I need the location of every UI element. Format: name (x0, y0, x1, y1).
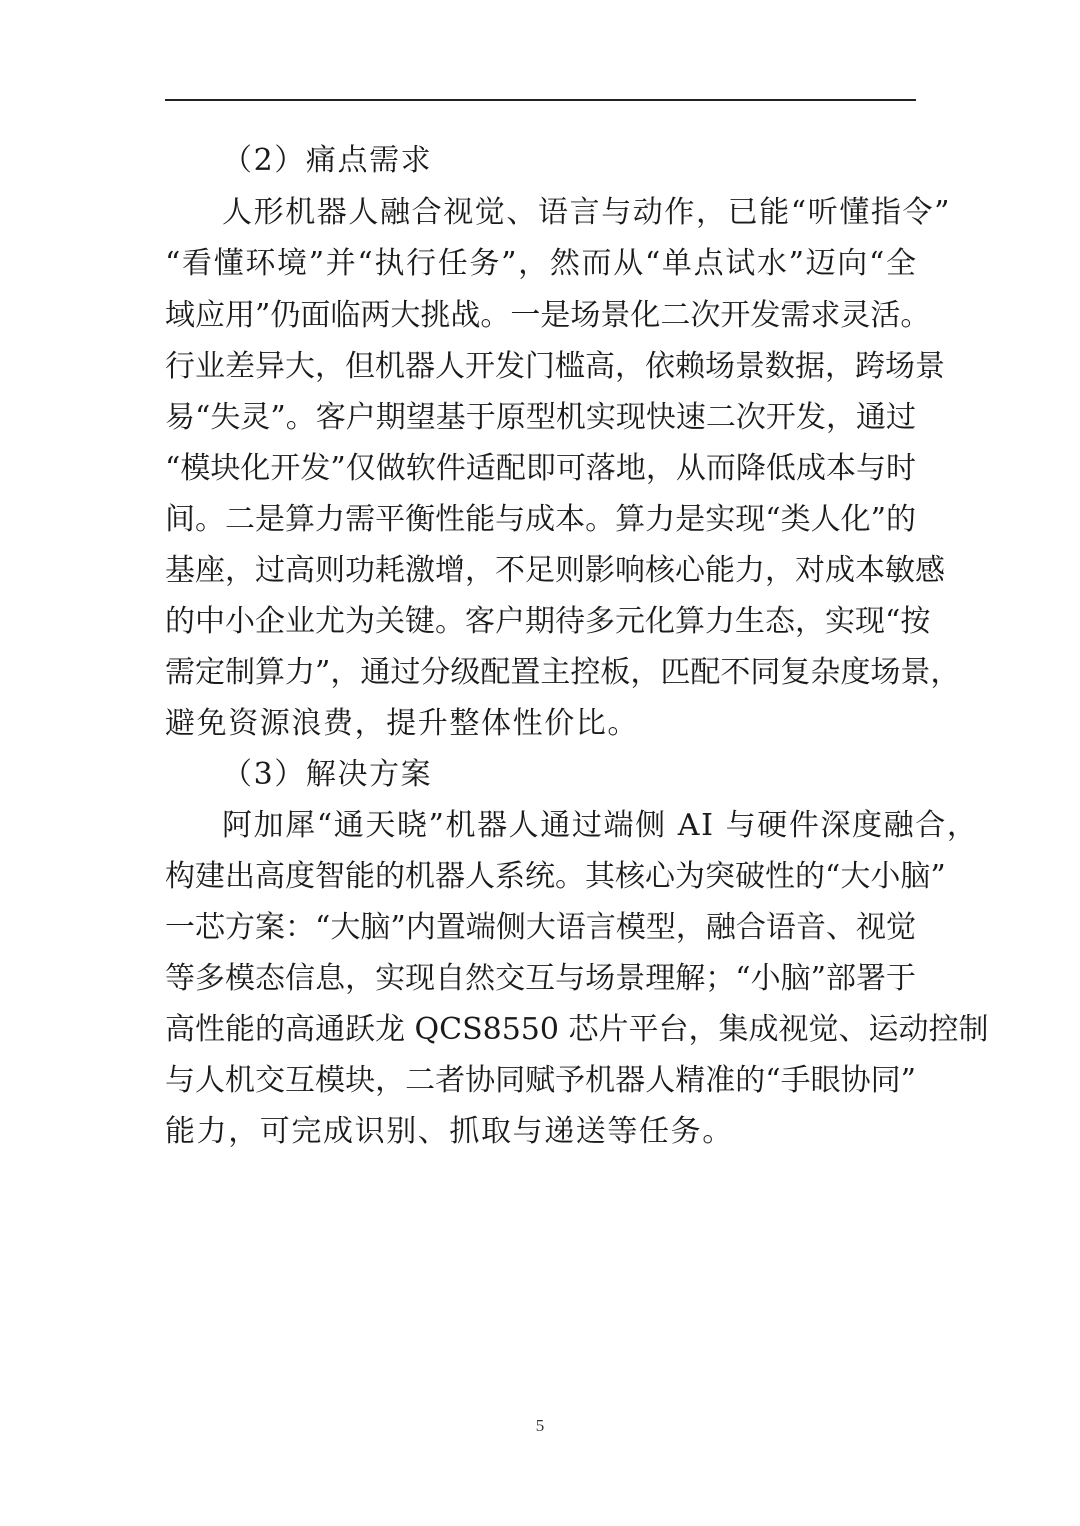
paragraph-line: 易“失灵”。客户期望基于原型机实现快速二次开发，通过 (165, 400, 916, 435)
paragraph-line: 等多模态信息，实现自然交互与场景理解；“小脑”部署于 (165, 961, 916, 996)
paragraph-line: 需定制算力”，通过分级配置主控板，匹配不同复杂度场景， (165, 655, 961, 690)
paragraph-line: 间。二是算力需平衡性能与成本。算力是实现“类人化”的 (165, 502, 916, 537)
paragraph-line: 能力，可完成识别、抓取与递送等任务。 (165, 1114, 734, 1149)
paragraph-line: 域应用”仍面临两大挑战。一是场景化二次开发需求灵活。 (165, 298, 931, 333)
header-rule (165, 99, 916, 101)
paragraph-line: 行业差异大，但机器人开发门槛高，依赖场景数据，跨场景 (165, 349, 945, 384)
paragraph-line: “模块化开发”仅做软件适配即可落地，从而降低成本与时 (165, 451, 916, 486)
page-number: 5 (535, 1416, 545, 1435)
paragraph-line: 基座，过高则功耗激增，不足则影响核心能力，对成本敏感 (165, 553, 945, 588)
paragraph-line: 构建出高度智能的机器人系统。其核心为突破性的“大小脑” (165, 859, 946, 894)
paragraph-line: 一芯方案：“大脑”内置端侧大语言模型，融合语音、视觉 (165, 910, 916, 945)
paragraph-line: 人形机器人融合视觉、语言与动作，已能“听懂指令” (222, 195, 952, 230)
paragraph-line: 与人机交互模块，二者协同赋予机器人精准的“手眼协同” (165, 1063, 916, 1098)
paragraph-line: “看懂环境”并“执行任务”，然而从“单点试水”迈向“全 (165, 246, 916, 281)
section-heading-pain-points: （2）痛点需求 (222, 143, 433, 178)
paragraph-line: 阿加犀“通天晓”机器人通过端侧 AI 与硬件深度融合， (222, 808, 979, 843)
paragraph-line: 避免资源浪费，提升整体性价比。 (165, 706, 639, 741)
paragraph-line: 高性能的高通跃龙 QCS8550 芯片平台，集成视觉、运动控制 (165, 1012, 989, 1047)
paragraph-line: 的中小企业尤为关键。客户期待多元化算力生态，实现“按 (165, 604, 931, 639)
section-heading-solution: （3）解决方案 (222, 757, 433, 792)
